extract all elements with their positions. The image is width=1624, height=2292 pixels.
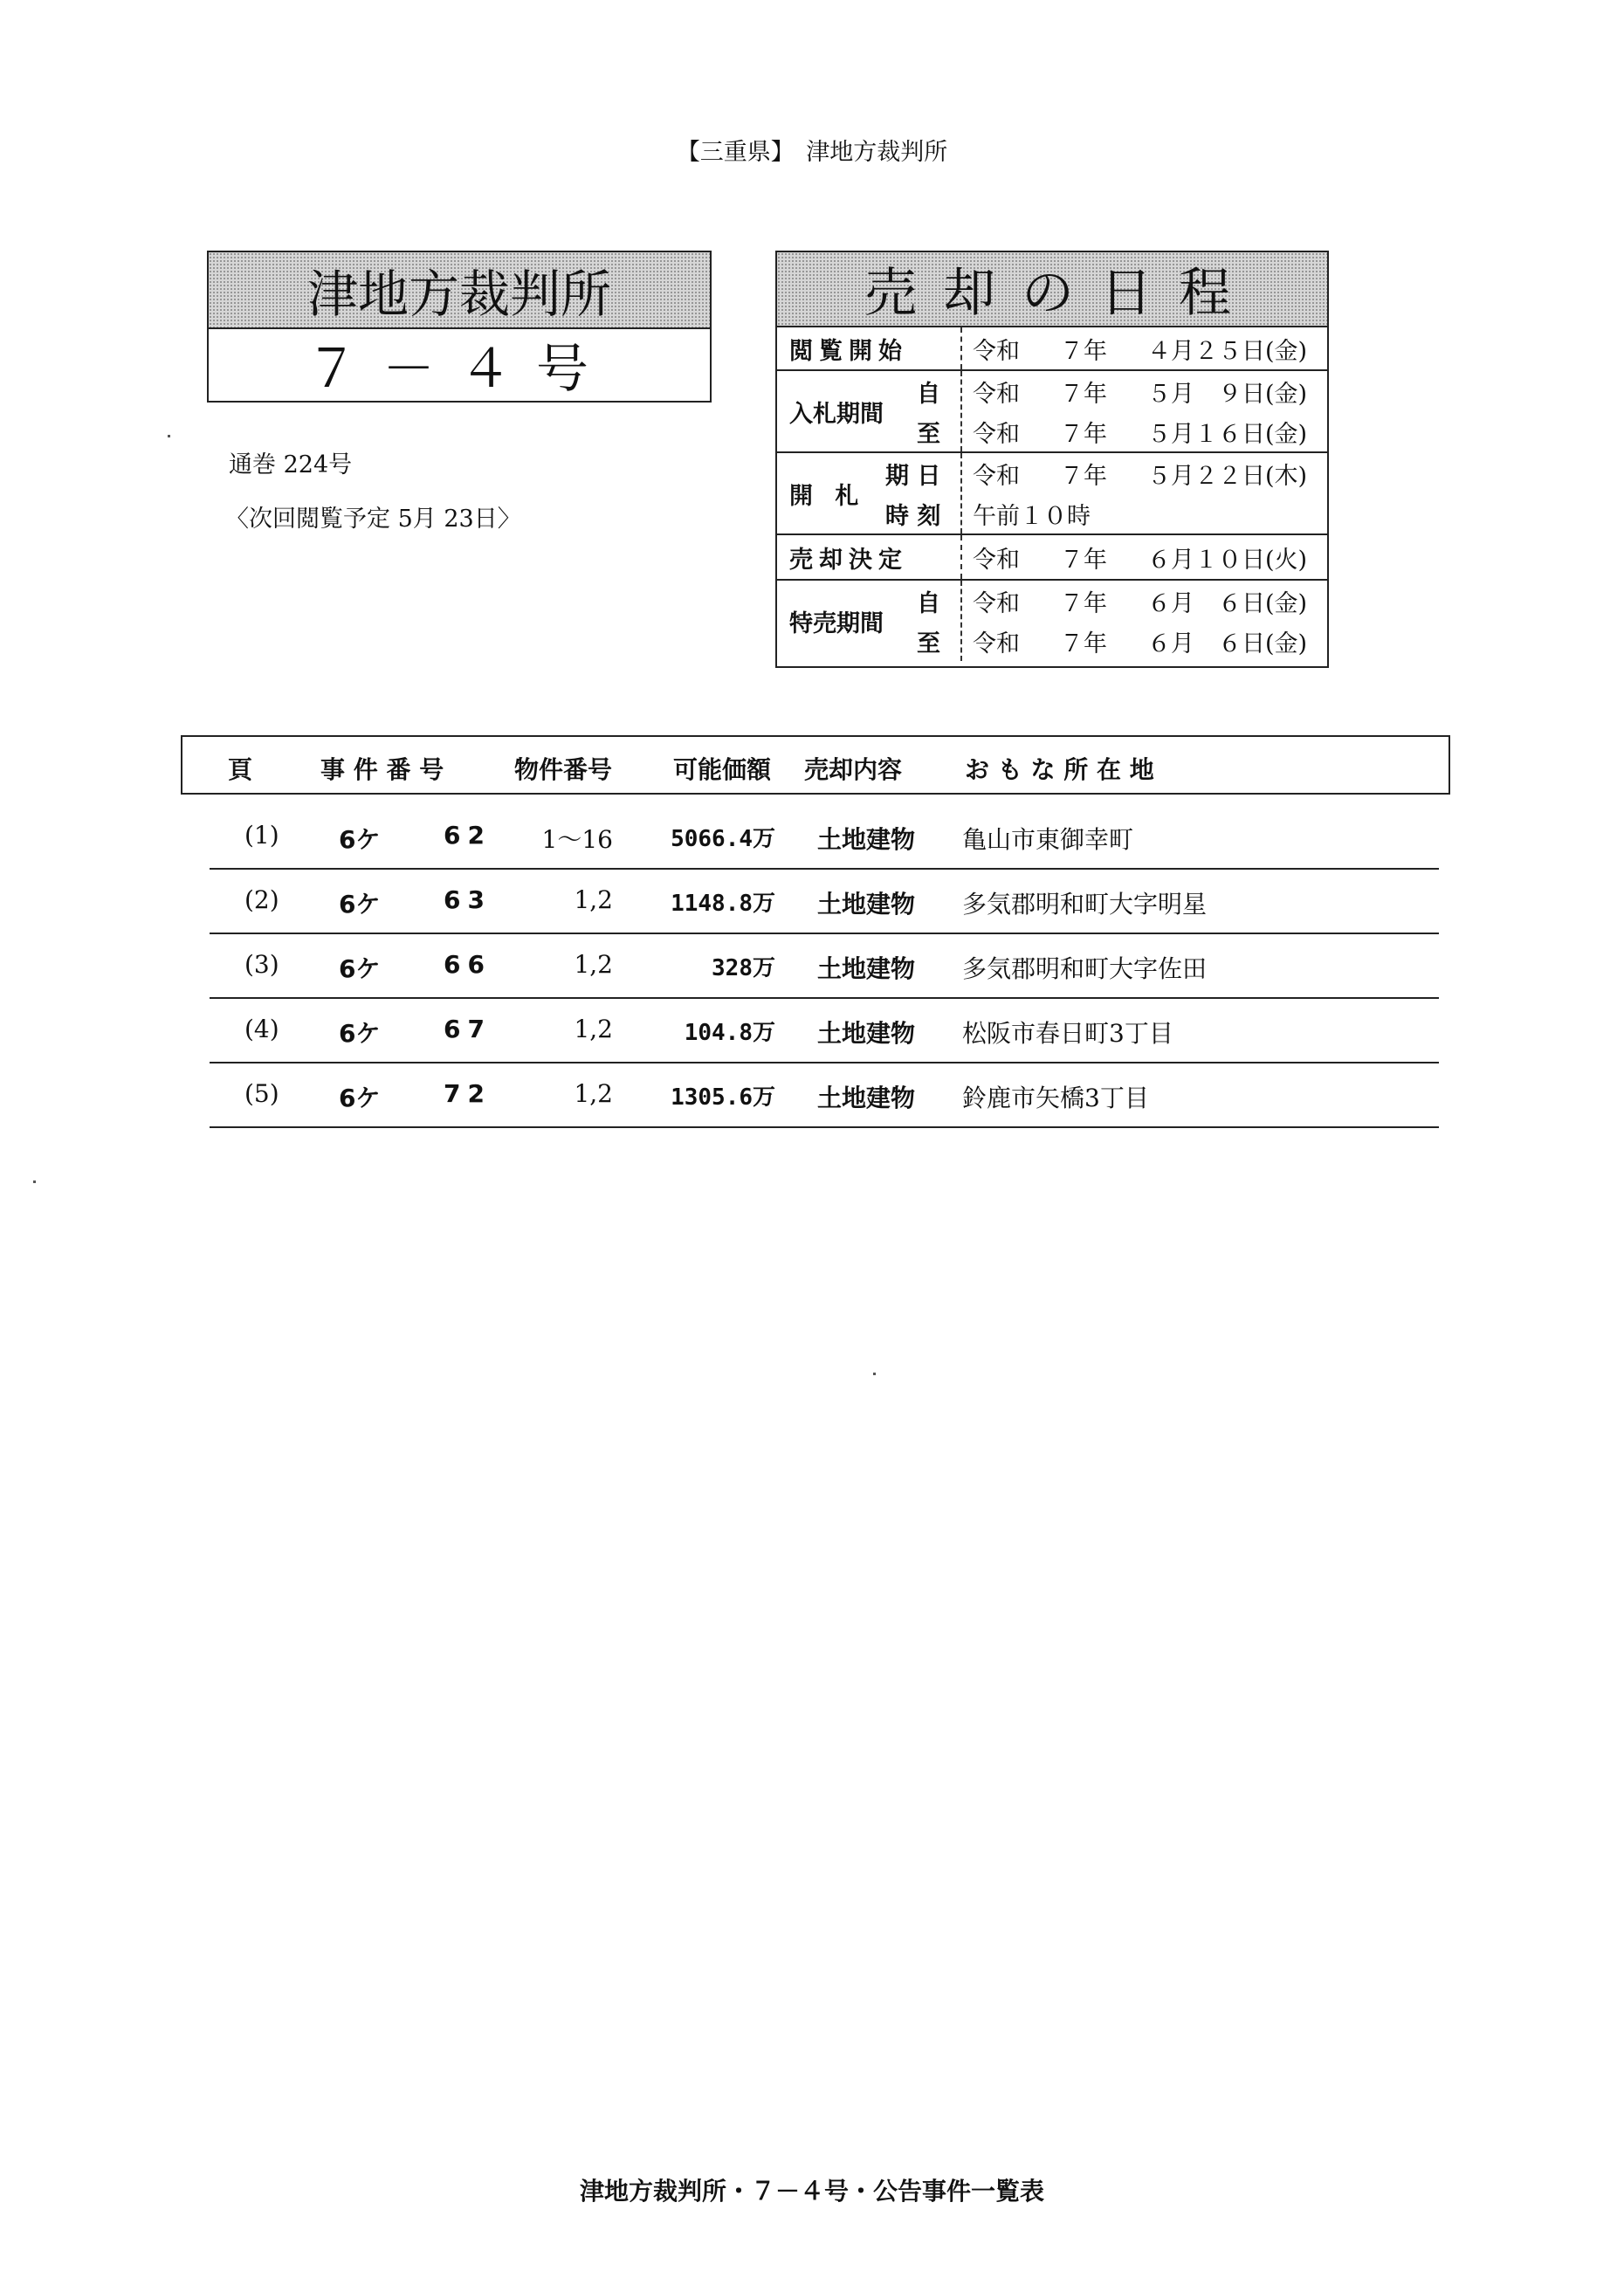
- date: ５月１６日(金): [1147, 420, 1308, 448]
- era: 令和: [973, 630, 1020, 657]
- property-number: 1,2: [574, 950, 613, 979]
- date-label: 期 日: [885, 462, 941, 490]
- header-price: 可能価額: [673, 755, 772, 784]
- from-label: 自: [917, 380, 940, 408]
- scan-speck: [873, 1373, 876, 1375]
- scan-speck: [168, 435, 170, 437]
- era: 令和: [973, 589, 1020, 617]
- era: 令和: [973, 546, 1020, 574]
- case-number: 63: [444, 885, 492, 914]
- year: ７年: [1060, 337, 1107, 365]
- schedule-row-viewing: [777, 327, 1327, 371]
- era: 令和: [973, 380, 1020, 408]
- schedule-row-special-sale: [777, 581, 1327, 661]
- sale-type: 土地建物: [817, 1084, 916, 1112]
- header-page: 頁: [228, 755, 253, 784]
- location: 松阪市春日町3丁目: [962, 1019, 1173, 1048]
- price: 1148.8万: [671, 891, 775, 917]
- schedule-row-decision: [777, 535, 1327, 581]
- sale-type: 土地建物: [817, 890, 916, 919]
- sale-type: 土地建物: [817, 1019, 916, 1048]
- property-number: 1,2: [574, 1015, 613, 1043]
- era: 令和: [973, 462, 1020, 490]
- location: 多気郡明和町大字佐田: [962, 954, 1208, 983]
- schedule-label: 開 札: [789, 482, 866, 510]
- header-location: お も な 所 在 地: [965, 755, 1154, 784]
- to-label: 至: [917, 420, 940, 448]
- case-era: 6ケ: [339, 890, 381, 919]
- issue-number-title: ７－４号: [306, 339, 613, 400]
- court-title-box: [207, 251, 712, 403]
- page-footer: 津地方裁判所・７－４号・公告事件一覧表: [579, 2177, 1044, 2206]
- next-viewing-date: 〈次回閲覧予定 5月 23日〉: [225, 506, 521, 533]
- schedule-label: 売却決定: [789, 546, 908, 574]
- time-label: 時 刻: [885, 502, 941, 530]
- date: ４月２５日(金): [1147, 337, 1308, 365]
- price: 104.8万: [684, 1020, 775, 1046]
- year: ７年: [1060, 630, 1107, 657]
- prefecture-label: 【三重県】: [676, 139, 783, 166]
- case-era: 6ケ: [339, 825, 381, 854]
- year: ７年: [1060, 380, 1107, 408]
- table-row: [210, 997, 1439, 1063]
- page-ref: (2): [244, 885, 279, 914]
- case-number: 62: [444, 821, 492, 850]
- year: ７年: [1060, 589, 1107, 617]
- court-label: 津地方裁判所: [806, 139, 948, 166]
- sale-schedule-box: [775, 251, 1329, 668]
- from-label: 自: [917, 589, 940, 617]
- time-value: 午前１０時: [973, 502, 1091, 530]
- table-row: [210, 933, 1439, 999]
- sale-type: 土地建物: [817, 825, 916, 854]
- case-number: 72: [444, 1079, 492, 1108]
- year: ７年: [1060, 462, 1107, 490]
- case-number: 67: [444, 1015, 492, 1043]
- table-row: [210, 1062, 1439, 1128]
- table-row: [210, 803, 1439, 870]
- schedule-label: 特売期間: [789, 609, 884, 637]
- date: ６月１０日(火): [1147, 546, 1308, 574]
- page-ref: (5): [244, 1079, 279, 1108]
- era: 令和: [973, 337, 1020, 365]
- page-header: [0, 133, 1624, 167]
- date: ６月 ６日(金): [1147, 630, 1308, 657]
- scan-speck: [33, 1180, 36, 1183]
- date: ５月 ９日(金): [1147, 380, 1308, 408]
- price: 1305.6万: [671, 1084, 775, 1111]
- schedule-label: 閲覧開始: [789, 337, 908, 365]
- sale-type: 土地建物: [817, 954, 916, 983]
- header-sale-type: 売却内容: [804, 755, 903, 784]
- page-ref: (3): [244, 950, 279, 979]
- property-number: 1～16: [541, 825, 613, 854]
- schedule-title: 売却の日程: [777, 252, 1327, 327]
- year: ７年: [1060, 546, 1107, 574]
- page-ref: (1): [244, 821, 279, 850]
- price: 328万: [712, 955, 775, 981]
- case-era: 6ケ: [339, 1084, 381, 1112]
- volume-number: 通巻 224号: [229, 451, 353, 478]
- case-era: 6ケ: [339, 1019, 381, 1048]
- era: 令和: [973, 420, 1020, 448]
- location: 多気郡明和町大字明星: [962, 890, 1208, 919]
- table-row: [210, 868, 1439, 934]
- court-name: 津地方裁判所: [209, 252, 710, 329]
- price: 5066.4万: [671, 826, 775, 852]
- schedule-row-bidding: [777, 371, 1327, 453]
- header-case-number: 事 件 番 号: [320, 755, 444, 784]
- page-ref: (4): [244, 1015, 279, 1043]
- case-number: 66: [444, 950, 492, 979]
- schedule-label: 入札期間: [789, 400, 884, 428]
- to-label: 至: [917, 630, 940, 657]
- schedule-row-opening: [777, 453, 1327, 535]
- cases-table-header: [181, 735, 1450, 795]
- case-era: 6ケ: [339, 954, 381, 983]
- header-property-number: 物件番号: [514, 755, 613, 784]
- location: 亀山市東御幸町: [962, 825, 1134, 854]
- date: ６月 ６日(金): [1147, 589, 1308, 617]
- year: ７年: [1060, 420, 1107, 448]
- location: 鈴鹿市矢橋3丁目: [962, 1084, 1149, 1112]
- date: ５月２２日(木): [1147, 462, 1308, 490]
- property-number: 1,2: [574, 885, 613, 914]
- property-number: 1,2: [574, 1079, 613, 1108]
